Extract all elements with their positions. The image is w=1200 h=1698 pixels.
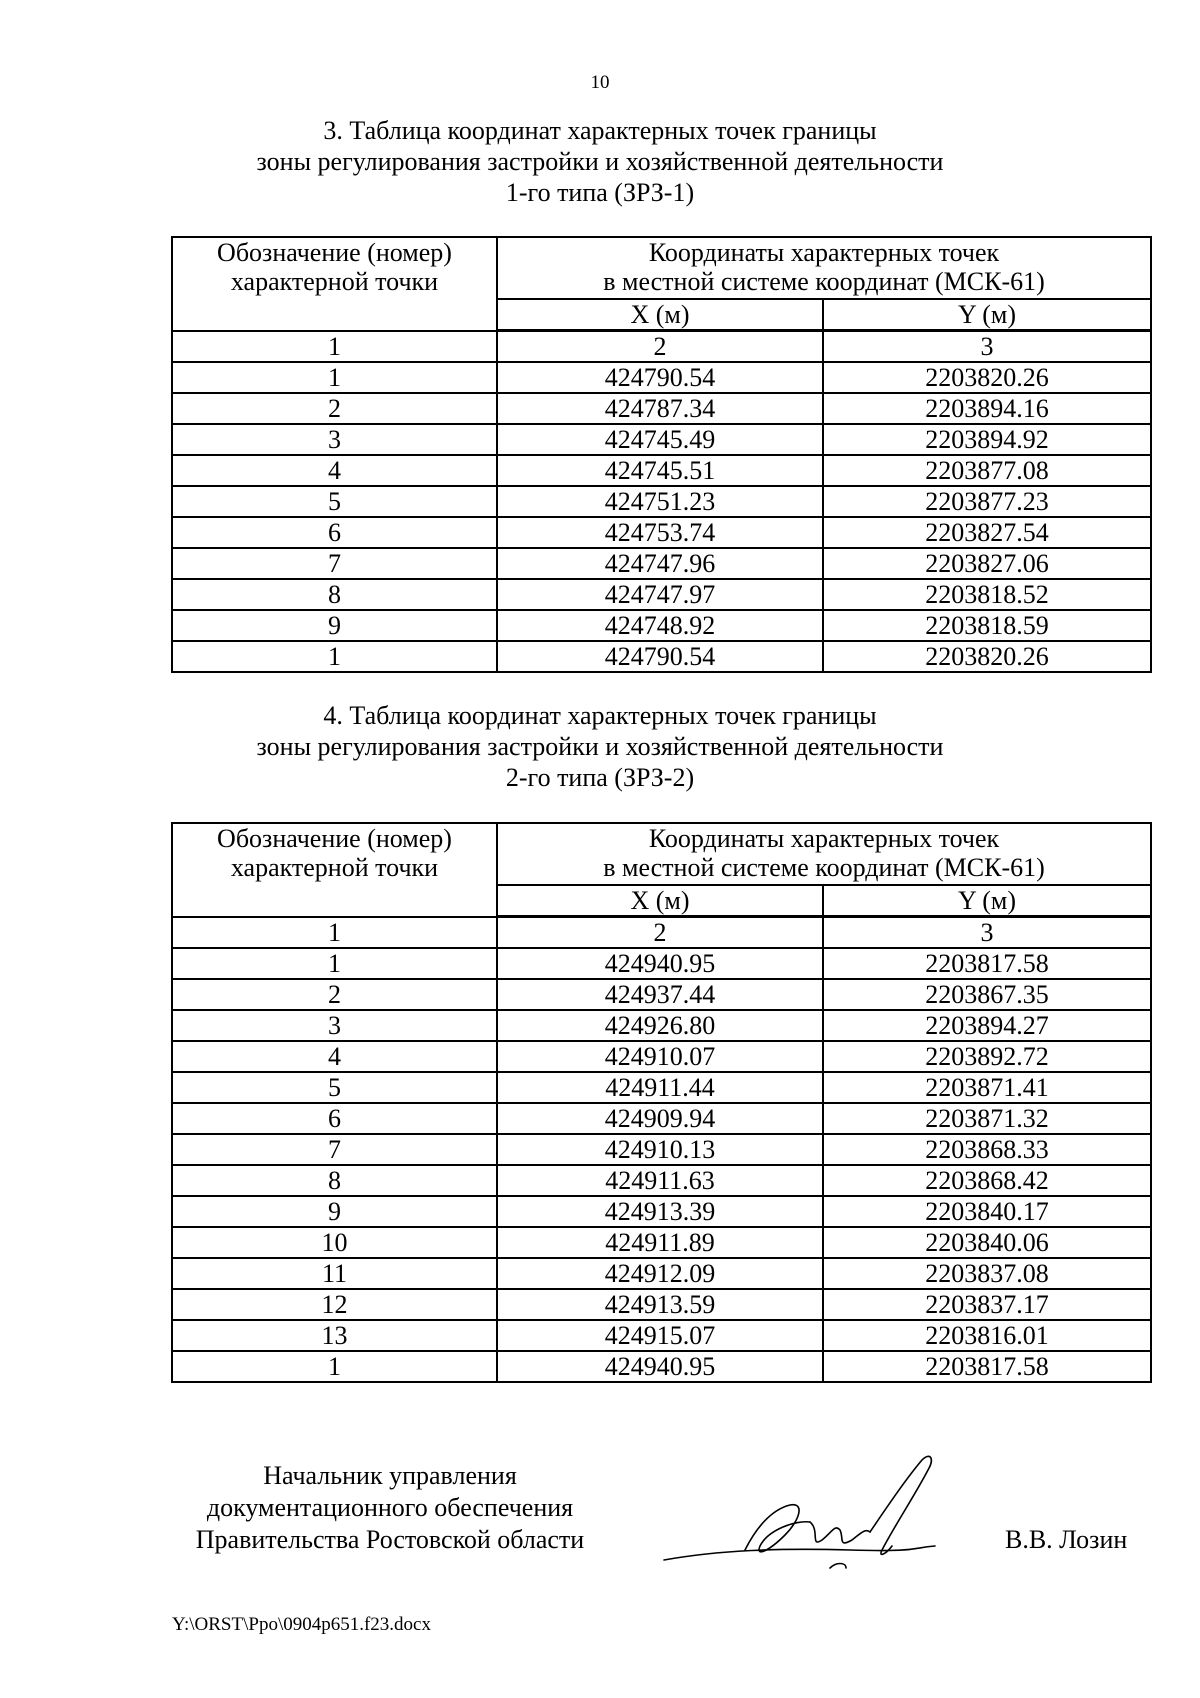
table-row xyxy=(172,455,1151,486)
x-coordinate: 424790.54 xyxy=(497,641,823,672)
point-number: 12 xyxy=(172,1289,497,1320)
header-coords-label xyxy=(497,237,1151,299)
header-x-label: X (м) xyxy=(497,885,823,917)
y-coordinate: 2203871.41 xyxy=(823,1072,1151,1103)
y-coordinate: 2203827.54 xyxy=(823,517,1151,548)
y-coordinate: 2203868.42 xyxy=(823,1165,1151,1196)
table-row xyxy=(172,579,1151,610)
x-coordinate: 424913.59 xyxy=(497,1289,823,1320)
y-coordinate: 2203840.06 xyxy=(823,1227,1151,1258)
x-coordinate: 424913.39 xyxy=(497,1196,823,1227)
point-number: 8 xyxy=(172,1165,497,1196)
table-row xyxy=(172,424,1151,455)
caption-line: 4. Таблица координат характерных точек границы xyxy=(323,701,877,730)
x-coordinate: 424747.97 xyxy=(497,579,823,610)
table-row xyxy=(172,610,1151,641)
header-x-label: X (м) xyxy=(497,299,823,331)
y-coordinate: 2203816.01 xyxy=(823,1320,1151,1351)
y-coordinate: 2203817.58 xyxy=(823,1351,1151,1382)
point-number: 4 xyxy=(172,455,497,486)
point-number: 9 xyxy=(172,610,497,641)
x-coordinate: 424745.51 xyxy=(497,455,823,486)
table-row xyxy=(172,1351,1151,1382)
table-row xyxy=(172,1041,1151,1072)
y-coordinate: 2203877.08 xyxy=(823,455,1151,486)
table-row xyxy=(172,548,1151,579)
table-row xyxy=(172,1289,1151,1320)
point-number: 9 xyxy=(172,1196,497,1227)
caption-line: 1-го типа (ЗРЗ-1) xyxy=(505,178,695,207)
table-row xyxy=(172,1227,1151,1258)
column-number-row xyxy=(172,917,1151,949)
y-coordinate: 2203867.35 xyxy=(823,979,1151,1010)
caption-line: зоны регулирования застройки и хозяйственной деятельности xyxy=(256,732,944,761)
column-number: 3 xyxy=(823,917,1151,949)
header-y-label: Y (м) xyxy=(823,885,1151,917)
signatory-title xyxy=(170,1460,610,1556)
file-path: Y:\ORST\Ppo\0904p651.f23.docx xyxy=(172,1614,431,1635)
x-coordinate: 424910.07 xyxy=(497,1041,823,1072)
x-coordinate: 424926.80 xyxy=(497,1010,823,1041)
column-number: 3 xyxy=(823,331,1151,363)
header-coords-label-line: в местной системе координат (МСК-61) xyxy=(603,267,1045,296)
y-coordinate: 2203894.27 xyxy=(823,1010,1151,1041)
point-number: 5 xyxy=(172,1072,497,1103)
y-coordinate: 2203818.59 xyxy=(823,610,1151,641)
header-y-label: Y (м) xyxy=(823,299,1151,331)
point-number: 11 xyxy=(172,1258,497,1289)
table-row xyxy=(172,1196,1151,1227)
point-number: 7 xyxy=(172,548,497,579)
point-number: 1 xyxy=(172,362,497,393)
header-coords-label-line: в местной системе координат (МСК-61) xyxy=(603,853,1045,882)
y-coordinate: 2203818.52 xyxy=(823,579,1151,610)
table-row xyxy=(172,1010,1151,1041)
point-number: 8 xyxy=(172,579,497,610)
coordinates-table-zrz-2 xyxy=(171,822,1152,1383)
x-coordinate: 424748.92 xyxy=(497,610,823,641)
x-coordinate: 424747.96 xyxy=(497,548,823,579)
signer-name: В.В. Лозин xyxy=(1005,1525,1128,1554)
point-number: 2 xyxy=(172,393,497,424)
y-coordinate: 2203820.26 xyxy=(823,362,1151,393)
table-row xyxy=(172,1134,1151,1165)
table-row xyxy=(172,979,1151,1010)
signatory-title-line: Начальник управления xyxy=(263,1461,517,1490)
header-coords-label-line: Координаты характерных точек xyxy=(648,824,1000,853)
point-number: 4 xyxy=(172,1041,497,1072)
table-2-caption xyxy=(0,700,1200,793)
table-row xyxy=(172,517,1151,548)
table-row xyxy=(172,486,1151,517)
point-number: 1 xyxy=(172,948,497,979)
x-coordinate: 424787.34 xyxy=(497,393,823,424)
table-row xyxy=(172,641,1151,672)
y-coordinate: 2203837.17 xyxy=(823,1289,1151,1320)
column-number: 2 xyxy=(497,917,823,949)
table-row xyxy=(172,1072,1151,1103)
point-number: 10 xyxy=(172,1227,497,1258)
y-coordinate: 2203820.26 xyxy=(823,641,1151,672)
x-coordinate: 424911.44 xyxy=(497,1072,823,1103)
point-number: 13 xyxy=(172,1320,497,1351)
y-coordinate: 2203827.06 xyxy=(823,548,1151,579)
x-coordinate: 424745.49 xyxy=(497,424,823,455)
header-point-label-line: характерной точки xyxy=(230,853,439,882)
point-number: 2 xyxy=(172,979,497,1010)
y-coordinate: 2203868.33 xyxy=(823,1134,1151,1165)
x-coordinate: 424915.07 xyxy=(497,1320,823,1351)
point-number: 5 xyxy=(172,486,497,517)
header-point-label xyxy=(172,237,497,331)
header-point-label-line: характерной точки xyxy=(230,267,439,296)
y-coordinate: 2203837.08 xyxy=(823,1258,1151,1289)
column-number-row xyxy=(172,331,1151,363)
x-coordinate: 424912.09 xyxy=(497,1258,823,1289)
table-row xyxy=(172,1103,1151,1134)
header-point-label xyxy=(172,823,497,917)
header-point-label-line: Обозначение (номер) xyxy=(217,238,452,267)
handwritten-signature xyxy=(660,1450,950,1580)
x-coordinate: 424753.74 xyxy=(497,517,823,548)
x-coordinate: 424790.54 xyxy=(497,362,823,393)
x-coordinate: 424911.89 xyxy=(497,1227,823,1258)
x-coordinate: 424937.44 xyxy=(497,979,823,1010)
point-number: 3 xyxy=(172,424,497,455)
signatory-title-line: документационного обеспечения xyxy=(206,1493,574,1522)
y-coordinate: 2203892.72 xyxy=(823,1041,1151,1072)
table-row xyxy=(172,393,1151,424)
caption-line: 2-го типа (ЗРЗ-2) xyxy=(505,763,695,792)
table-row xyxy=(172,948,1151,979)
coordinates-table-zrz-1 xyxy=(171,236,1152,673)
page-number: 10 xyxy=(590,72,610,93)
point-number: 3 xyxy=(172,1010,497,1041)
caption-line: зоны регулирования застройки и хозяйственной деятельности xyxy=(256,147,944,176)
x-coordinate: 424940.95 xyxy=(497,1351,823,1382)
column-number: 1 xyxy=(172,917,497,949)
table-row xyxy=(172,1320,1151,1351)
x-coordinate: 424909.94 xyxy=(497,1103,823,1134)
x-coordinate: 424751.23 xyxy=(497,486,823,517)
point-number: 1 xyxy=(172,641,497,672)
y-coordinate: 2203817.58 xyxy=(823,948,1151,979)
table-row xyxy=(172,1258,1151,1289)
header-point-label-line: Обозначение (номер) xyxy=(217,824,452,853)
y-coordinate: 2203840.17 xyxy=(823,1196,1151,1227)
x-coordinate: 424940.95 xyxy=(497,948,823,979)
x-coordinate: 424910.13 xyxy=(497,1134,823,1165)
y-coordinate: 2203894.16 xyxy=(823,393,1151,424)
header-coords-label-line: Координаты характерных точек xyxy=(648,238,1000,267)
column-number: 1 xyxy=(172,331,497,363)
signatory-title-line: Правительства Ростовской области xyxy=(195,1525,585,1554)
table-1-caption xyxy=(0,115,1200,208)
y-coordinate: 2203877.23 xyxy=(823,486,1151,517)
point-number: 6 xyxy=(172,1103,497,1134)
y-coordinate: 2203894.92 xyxy=(823,424,1151,455)
column-number: 2 xyxy=(497,331,823,363)
x-coordinate: 424911.63 xyxy=(497,1165,823,1196)
table-row xyxy=(172,1165,1151,1196)
table-row xyxy=(172,362,1151,393)
caption-line: 3. Таблица координат характерных точек границы xyxy=(323,116,877,145)
point-number: 1 xyxy=(172,1351,497,1382)
y-coordinate: 2203871.32 xyxy=(823,1103,1151,1134)
header-coords-label xyxy=(497,823,1151,885)
point-number: 7 xyxy=(172,1134,497,1165)
point-number: 6 xyxy=(172,517,497,548)
